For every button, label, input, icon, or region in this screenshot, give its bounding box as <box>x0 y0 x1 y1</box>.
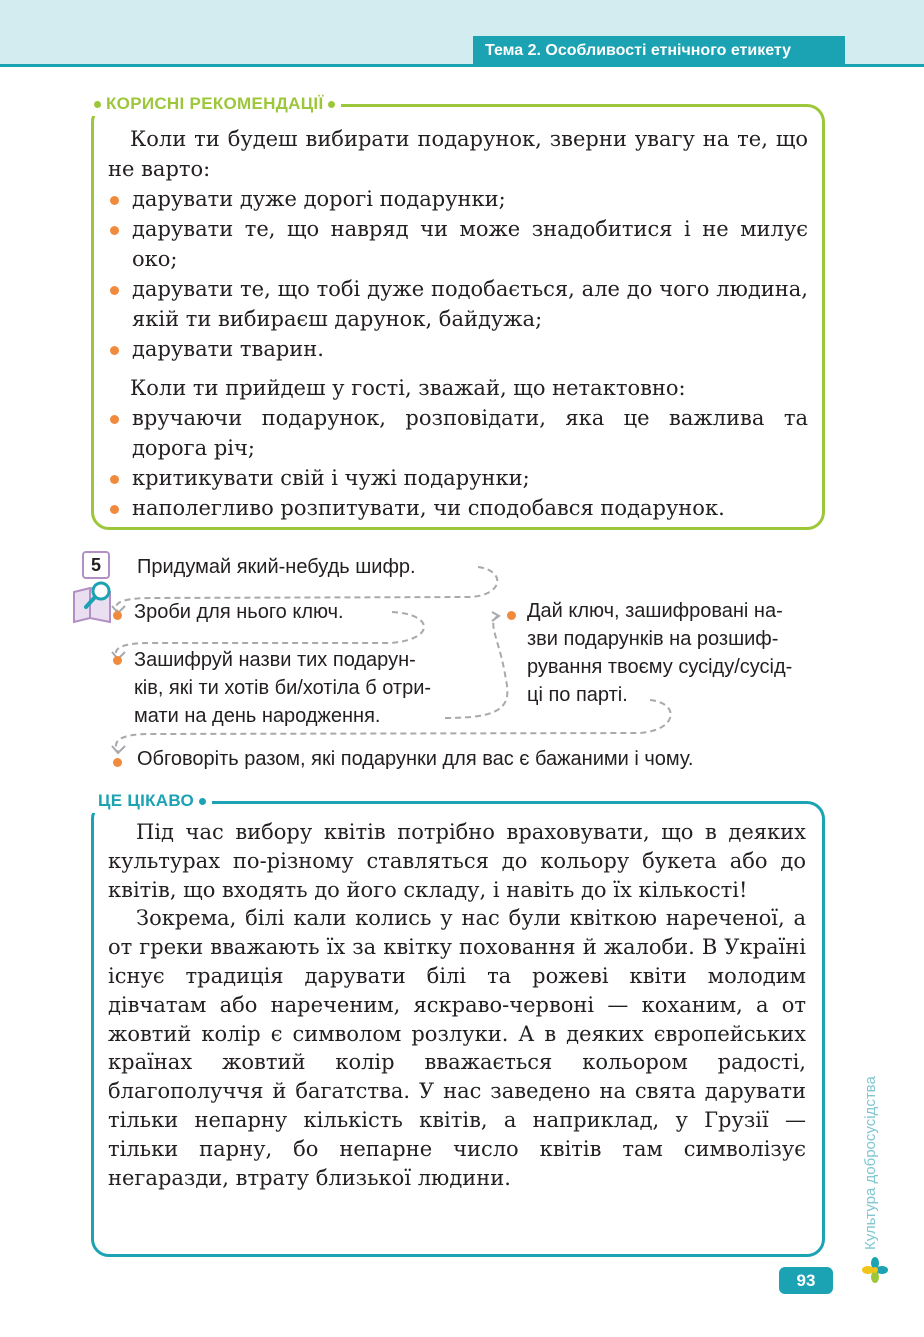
list-item: вручаючи подарунок, розповідати, яка це важлива та дорога річ; <box>108 403 808 463</box>
side-section-title: Культура добросусідства <box>862 1076 879 1250</box>
list-item: дарувати дуже дорогі подарунки; <box>108 184 808 214</box>
interesting-paragraph: Зокрема, білі кали колись у нас були квіткою нареченої, а от греки вважають їх за квітку поховання й жалоби. В Україні існує традиція дарувати білі та рожеві квіти молодим дівчатам або нареченим, яскраво-червоні — коханим, а от жовтий колір є символом розлуки. А в деяких європейських країнах жовтий колір вважається кольором радості, благополуччя й багатства. У нас заведено на свята дарувати тільки непарну кількість квітів, а наприклад, у Грузії — тільки парну, бо непарне число квітів там символізує негаразди, втрату близької людини. <box>108 906 806 1190</box>
task-step-3-line: Дай ключ, зашифровані на- <box>527 600 783 622</box>
magnifier-book-icon <box>70 578 120 626</box>
list-item: дарувати те, що тобі дуже подобається, але до чого людина, якій ти вибираєш дарунок, байдужа; <box>108 274 808 334</box>
task-step-2-line: Зашифруй назви тих подарун- <box>134 649 416 671</box>
task-step-2 <box>134 646 489 730</box>
interesting-heading <box>92 789 212 813</box>
list-item: критикувати свій і чужі подарунки; <box>108 463 808 493</box>
list-item: дарувати тварин. <box>108 334 808 364</box>
interesting-content <box>108 818 806 1192</box>
recommendations-intro-2: Коли ти прийдеш у гості, зважай, що нетактовно: <box>130 376 686 400</box>
topic-title: Тема 2. Особливості етнічного етикету <box>473 36 845 65</box>
list-item: дарувати те, що навряд чи може знадобитися і не милує око; <box>108 214 808 274</box>
bullet-icon <box>113 758 122 767</box>
page-number: 93 <box>779 1267 833 1294</box>
bullet-icon <box>113 656 122 665</box>
list-item: наполегливо розпитувати, чи сподобався подарунок. <box>108 493 808 523</box>
bullet-icon <box>113 611 122 620</box>
task-number-badge: 5 <box>82 551 110 579</box>
task-intro: Придумай який-небудь шифр. <box>137 556 416 578</box>
recommendations-intro-1: Коли ти будеш вибирати подарунок, зверни увагу на те, що не варто: <box>108 127 808 181</box>
task-step-3-line: рування твоєму сусіду/сусід- <box>527 656 793 678</box>
task-step-3-line: ці по парті. <box>527 684 628 706</box>
recommendations-title: КОРИСНІ РЕКОМЕНДАЦІЇ <box>106 94 324 113</box>
bullet-icon <box>507 611 516 620</box>
task-step-4: Обговоріть разом, які подарунки для вас є бажаними і чому. <box>137 748 694 770</box>
heading-dot-icon <box>199 798 206 805</box>
task-step-3-line: зви подарунків на розшиф- <box>527 628 779 650</box>
flower-logo-icon <box>862 1257 888 1283</box>
task-step-2-line: мати на день народження. <box>134 705 381 727</box>
interesting-paragraph: Під час вибору квітів потрібно враховувати, що в деяких культурах по-різному ставляться до кольору букета або до квітів, що входять до його складу, і навіть до їх кількості! <box>108 820 806 902</box>
task-step-3 <box>527 597 847 709</box>
task-step-2-line: ків, які ти хотів би/хотіла б отри- <box>134 677 432 699</box>
task-step-1: Зроби для нього ключ. <box>134 601 344 623</box>
interesting-title: ЦЕ ЦІКАВО <box>98 791 195 810</box>
